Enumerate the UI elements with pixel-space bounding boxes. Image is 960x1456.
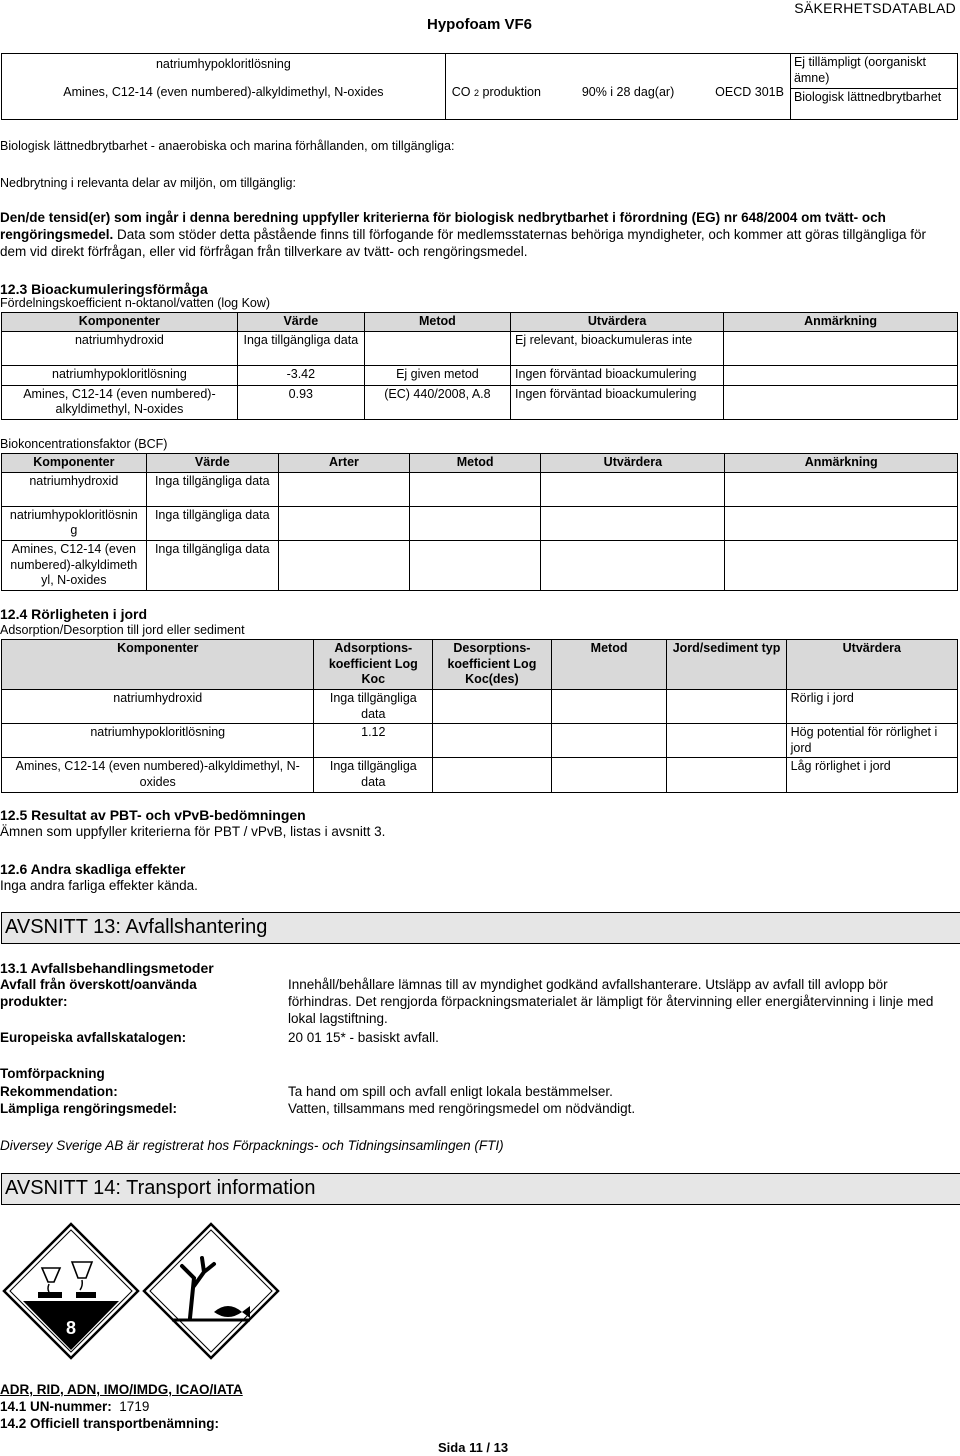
kow-header: Utvärdera [511, 313, 724, 332]
section-13-1-heading: 13.1 Avfallsbehandlingsmetoder [0, 960, 214, 976]
surfactant-paragraph: Den/de tensid(er) som ingår i denna beredning uppfyller kriterierna för biologisk nedbrytbarhet i förordning (EG) nr 648/2004 om tvätt- och rengöringsmedel. Data som stöder detta påstående finns till förfogande för medlemsstaternas behöriga myndigheter, och kommer att göras tillgängliga för dem vid direkt förfrågan, eller vid förfrågan från tillverkare av tvätt- och rengöringsmedel. [0, 210, 926, 260]
waste-text: Innehåll/behållare lämnas till av myndighet godkänd avfallshanterare. Utsläpp av avfall till avlopp bör förhindras. Det rengjorda förpackningsmaterialet är lämpligt för återvinning eller energiåtervinning i linje med lokal lagstiftning. [288, 977, 934, 1026]
section-12-5-heading: 12.5 Resultat av PBT- och vPvB-bedömningen [0, 807, 306, 823]
un-number-row: 14.1 UN-nummer: 1719 [0, 1399, 150, 1414]
table-row: natriumhypokloritlösning -3.42 Ej given metod Ingen förväntad bioackumulering [2, 365, 958, 385]
section-14-title: AVSNITT 14: Transport information [1, 1173, 960, 1205]
section-12-3-heading: 12.3 Bioackumuleringsförmåga [0, 281, 208, 297]
test-cell: CO 2 produktion 90% i 28 dag(ar) OECD 301B [445, 54, 790, 120]
bcf-header: Komponenter [2, 454, 147, 473]
table-row: Amines, C12-14 (even numbered)-alkyldimeth yl, N-oxides Inga tillgängliga data [2, 540, 958, 590]
page-number: Sida 11 / 13 [438, 1440, 509, 1455]
pbt-text: Ämnen som uppfyller kriterierna för PBT / vPvB, listas i avsnitt 3. [0, 824, 386, 839]
soil-header: Metod [551, 640, 667, 690]
ewc-label: Europeiska avfallskatalogen: [0, 1030, 187, 1045]
table-row: natriumhydroxid Inga tillgängliga data Ej relevant, bioackumuleras inte [2, 331, 958, 365]
kow-header: Anmärkning [724, 313, 958, 332]
bcf-header: Värde [146, 454, 278, 473]
corrosive-pictogram-icon [2, 1222, 140, 1360]
evaluation-cell: Ej tillämpligt (oorganiskt ämne) Biologisk lättnedbrytbarhet [790, 54, 957, 120]
document-title: Hypofoam VF6 [427, 16, 533, 33]
empty-packaging-label: Tomförpackning [0, 1066, 105, 1081]
table-row: natriumhypokloritlösnin g Inga tillgängliga data [2, 506, 958, 540]
shipping-name-label: 14.2 Officiell transportbenämning: [0, 1416, 220, 1431]
component-cell: natriumhypokloritlösning Amines, C12-14 (even numbered)-alkyldimethyl, N-oxides [2, 54, 446, 120]
bcf-header: Arter [278, 454, 409, 473]
adsorption-label: Adsorption/Desorption till jord eller sediment [0, 623, 245, 637]
kow-header: Komponenter [2, 313, 238, 332]
soil-header: Adsorptions-koefficient Log Koc [314, 640, 433, 690]
other-effects-text: Inga andra farliga effekter kända. [0, 878, 198, 893]
document-type: SÄKERHETSDATABLAD [794, 0, 956, 16]
recommendation-label: Rekommendation: [0, 1084, 118, 1099]
bcf-header: Anmärkning [725, 454, 958, 473]
recommendation-text: Ta hand om spill och avfall enligt lokala bestämmelser. [288, 1084, 613, 1099]
table-row: Amines, C12-14 (even numbered)-alkyldimethyl, N-oxides 0.93 (EC) 440/2008, A.8 Ingen förväntad bioackumulering [2, 385, 958, 419]
bcf-table [1, 453, 958, 591]
waste-label: Avfall från överskott/oanvända produkter: [0, 977, 197, 1009]
soil-header: Jord/sediment typ [667, 640, 786, 690]
environment-hazard-pictogram-icon [142, 1222, 280, 1360]
section-12-4-heading: 12.4 Rörligheten i jord [0, 606, 148, 622]
soil-header: Komponenter [2, 640, 314, 690]
kow-table [1, 312, 958, 420]
biodegradability-table [1, 53, 958, 120]
table-row: natriumhydroxid Inga tillgängliga data Rörlig i jord [2, 689, 958, 723]
bcf-header: Utvärdera [541, 454, 725, 473]
class-number: 8 [65, 1318, 77, 1338]
anaerobic-text: Biologisk lättnedbrytbarhet - anaerobiska och marina förhållanden, om tillgängliga: [0, 139, 455, 153]
section-12-6-heading: 12.6 Andra skadliga effekter [0, 861, 186, 877]
soil-header: Desorptions-koefficient Log Koc(des) [433, 640, 552, 690]
transport-regulations: ADR, RID, ADN, IMO/IMDG, ICAO/IATA [0, 1382, 243, 1397]
kow-header: Metod [364, 313, 510, 332]
table-row: Amines, C12-14 (even numbered)-alkyldimethyl, N-oxides Inga tillgängliga data Låg rörlighet i jord [2, 758, 958, 792]
soil-mobility-table [1, 639, 958, 793]
kow-label: Fördelningskoefficient n-oktanol/vatten (log Kow) [0, 296, 271, 310]
soil-header: Utvärdera [786, 640, 957, 690]
cleaning-agent-label: Lämpliga rengöringsmedel: [0, 1101, 178, 1116]
table-row: natriumhypokloritlösning 1.12 Hög potential för rörlighet i jord [2, 724, 958, 758]
fti-note: Diversey Sverige AB är registrerat hos Förpacknings- och Tidningsinsamlingen (FTI) [0, 1138, 504, 1153]
degradation-text: Nedbrytning i relevanta delar av miljön, om tillgänglig: [0, 176, 296, 190]
bcf-header: Metod [409, 454, 540, 473]
bcf-label: Biokoncentrationsfaktor (BCF) [0, 437, 168, 451]
table-row: natriumhydroxid Inga tillgängliga data [2, 472, 958, 506]
ewc-text: 20 01 15* - basiskt avfall. [288, 1030, 439, 1045]
section-13-title: AVSNITT 13: Avfallshantering [1, 912, 960, 944]
kow-header: Värde [237, 313, 364, 332]
cleaning-agent-text: Vatten, tillsammans med rengöringsmedel om nödvändigt. [288, 1101, 636, 1116]
